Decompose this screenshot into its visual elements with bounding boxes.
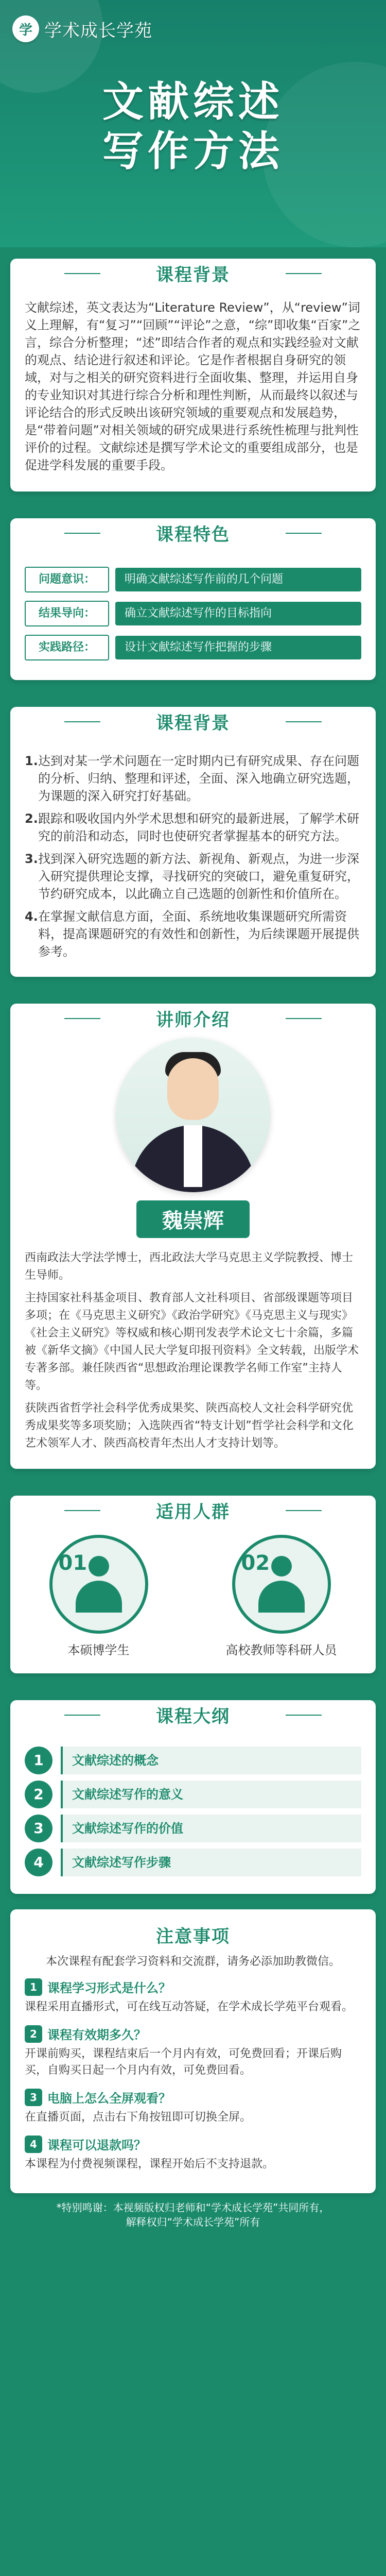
outline-text: 文献综述写作的价值: [61, 1815, 361, 1842]
list-item: [25, 810, 361, 845]
notice-intro: 本次课程有配套学习资料和交流群，请务必添加助教微信。: [45, 1955, 340, 1968]
section-title-background: 课程背景: [49, 259, 337, 287]
outline-item: [25, 1815, 361, 1842]
person-figure: [258, 1556, 305, 1613]
list-text: 在掌握文献信息方面，全面、系统地收集课题研究所需资料，提高课题研究的有效性和创新性，为后续课题开展提供参考。: [38, 909, 359, 959]
lecturer-name: 魏崇辉: [136, 1200, 250, 1238]
faq-item: [25, 2025, 361, 2079]
outline-text: 文献综述的概念: [61, 1747, 361, 1774]
person-icon: [49, 1535, 148, 1634]
section-notice: [10, 1909, 376, 2193]
outline-number: 1: [25, 1747, 52, 1774]
logo-text: 学术成长学苑: [44, 20, 152, 41]
feature-text: 确立文献综述写作的目标指向: [115, 602, 361, 625]
person-icon: [232, 1535, 331, 1634]
faq-answer: 在直播页面，点击右下角按钮即可切换全屏。: [25, 2111, 252, 2124]
footer-line-2: 解释权归“学术成长学苑”所有: [126, 2216, 260, 2228]
list-item: [25, 908, 361, 960]
bio-paragraph: 获陕西省哲学社会科学优秀成果奖、陕西高校人文社会科学研究优秀成果奖等多项奖励；入选陕西省“特支计划”哲学社会科学和文化艺术领军人才、陕西高校青年杰出人才支持计划等。: [25, 1402, 354, 1450]
section-title-audience: 适用人群: [49, 1496, 337, 1524]
feature-row: [25, 635, 361, 660]
feature-row: [25, 601, 361, 626]
outline-text: 文献综述写作的意义: [61, 1781, 361, 1808]
audience-card: [226, 1535, 337, 1658]
feature-text: 设计文献综述写作把握的步骤: [115, 636, 361, 659]
outline-number: 4: [25, 1849, 52, 1876]
avatar-shirt: [184, 1125, 202, 1187]
title-line-2: 写作方法: [102, 127, 284, 175]
background-2-list: [10, 736, 376, 977]
audience-number: 01: [58, 1551, 87, 1575]
section-title-background-2: 课程背景: [49, 707, 337, 736]
feature-row: [25, 567, 361, 592]
outline-list: [10, 1729, 376, 1894]
list-number: 3.: [25, 852, 38, 866]
lecturer-bio: [10, 1238, 376, 1469]
seal-icon: 学: [12, 15, 39, 42]
faq-question-text: 课程有效期多久？: [47, 2028, 146, 2042]
faq-question-text: 课程学习形式是什么？: [47, 1981, 171, 1995]
section-title-outline: 课程大纲: [49, 1700, 337, 1729]
background-content: [10, 287, 376, 492]
faq-badge-icon: 3: [25, 2089, 42, 2106]
section-background: [10, 259, 376, 492]
background-paragraph: 文献综述，英文表达为“Literature Review”，从“review”词义上理解，有“复习”“回顾”“评论”之意，“综”即收集“百家”之言，综合分析整理；“述”即结合作者的观点和实践经验对文献的观点、结论进行叙述和评论。它是作者根据自身研究的领域，对与之相关的研究资料进行全面收集、整理，并运用自身的专业知识对其进行综合分析和理性判断，从而最终以叙述与评论结合的形式反映出该研究领域的重要观点和发展趋势，是“带着问题”对相关领域的研究成果进行系统性梳理与批判性评价的过程。文献综述是撰写学术论文的重要组成部分，也是促进学科发展的重要手段。: [25, 300, 361, 472]
outline-item: [25, 1781, 361, 1808]
faq-item: [25, 2135, 361, 2173]
faq-item: [25, 2088, 361, 2126]
faq-answer: 课程采用直播形式，可在线互动答疑，在学术成长学苑平台观看。: [25, 2001, 354, 2013]
list-text: 找到深入研究选题的新方法、新视角、新观点，为进一步深入研究提供理论支撑，寻找研究的突破口，避免重复研究，节约研究成本，以此确立自己选题的创新性和价值所在。: [38, 852, 359, 901]
outline-number: 2: [25, 1781, 52, 1808]
lecturer-photo: [116, 1038, 270, 1192]
audience-number: 02: [241, 1551, 270, 1575]
faq-question: [25, 1978, 361, 1996]
audience-label: 高校教师等科研人员: [225, 1643, 337, 1657]
faq-item: [25, 1978, 361, 2015]
header-banner: [0, 0, 386, 247]
list-item: [25, 752, 361, 805]
section-lecturer: [10, 1004, 376, 1469]
list-text: 达到对某一学术问题在一定时期内已有研究成果、存在问题的分析、归纳、整理和评述，全面、深入地确立研究选题，为课题的深入研究打好基础。: [38, 754, 359, 803]
section-background-2: [10, 707, 376, 977]
list-text: 跟踪和吸收国内外学术思想和研究的最新进展，了解学术研究的前沿和动态，同时也使研究者掌握基本的研究方法。: [38, 811, 359, 843]
avatar-head: [167, 1058, 219, 1120]
outline-text: 文献综述写作步骤: [61, 1849, 361, 1876]
section-features: [10, 518, 376, 680]
faq-question-text: 电脑上怎么全屏观看？: [47, 2091, 171, 2106]
feature-text: 明确文献综述写作前的几个问题: [115, 568, 361, 591]
section-title-features: 课程特色: [49, 518, 337, 547]
outline-item: [25, 1747, 361, 1774]
bio-paragraph: 主持国家社科基金项目、教育部人文社科项目、省部级课题等项目多项；在《马克思主义研究》《政治学研究》《马克思主义与现实》《社会主义研究》等权威和核心期刊发表学术论文七十余篇，多篇被《新华文摘》《中国人民大学复印报刊资料》全文转载，出版学术专著多部。兼任陕西省“思想政治理论课教学名师工作室”主持人等。: [25, 1292, 359, 1392]
person-figure: [76, 1556, 122, 1613]
faq-answer: 开课前购买，课程结束后一个月内有效，可免费回看；开课后购买，自购买日起一个月内有效，可免费回看。: [25, 2047, 342, 2077]
section-outline: [10, 1700, 376, 1894]
features-list: [10, 547, 376, 680]
audience-card: [49, 1535, 148, 1658]
page-title: [0, 77, 386, 176]
brand-logo: [12, 15, 152, 42]
faq-question-text: 课程可以退款吗？: [47, 2138, 146, 2153]
footer-line-1: *特别鸣谢：本视频版权归老师和“学术成长学苑”共同所有，: [56, 2201, 330, 2214]
faq-question: [25, 2088, 361, 2106]
faq-question: [25, 2135, 361, 2153]
footer: [0, 2193, 386, 2247]
outline-number: 3: [25, 1815, 52, 1842]
feature-tag: 问题意识：: [25, 567, 109, 592]
audience-label: 本硕博学生: [67, 1643, 130, 1657]
feature-tag: 结果导向：: [25, 601, 109, 626]
faq-question: [25, 2025, 361, 2043]
title-line-1: 文献综述: [102, 78, 284, 126]
list-number: 2.: [25, 811, 38, 826]
faq-badge-icon: 1: [25, 1978, 42, 1996]
audience-list: [10, 1524, 376, 1673]
outline-item: [25, 1849, 361, 1876]
feature-tag: 实践路径：: [25, 635, 109, 660]
section-title-notice: 注意事项: [156, 1926, 230, 1947]
faq-badge-icon: 4: [25, 2136, 42, 2153]
bio-paragraph: 西南政法大学法学博士，西北政法大学马克思主义学院教授、博士生导师。: [25, 1251, 354, 1282]
list-number: 4.: [25, 909, 38, 924]
section-audience: [10, 1496, 376, 1673]
list-item: [25, 850, 361, 903]
faq-badge-icon: 2: [25, 2025, 42, 2043]
section-title-lecturer: 讲师介绍: [49, 1004, 337, 1032]
faq-answer: 本课程为付费视频课程，课程开始后不支持退款。: [25, 2158, 274, 2171]
list-number: 1.: [25, 754, 38, 768]
